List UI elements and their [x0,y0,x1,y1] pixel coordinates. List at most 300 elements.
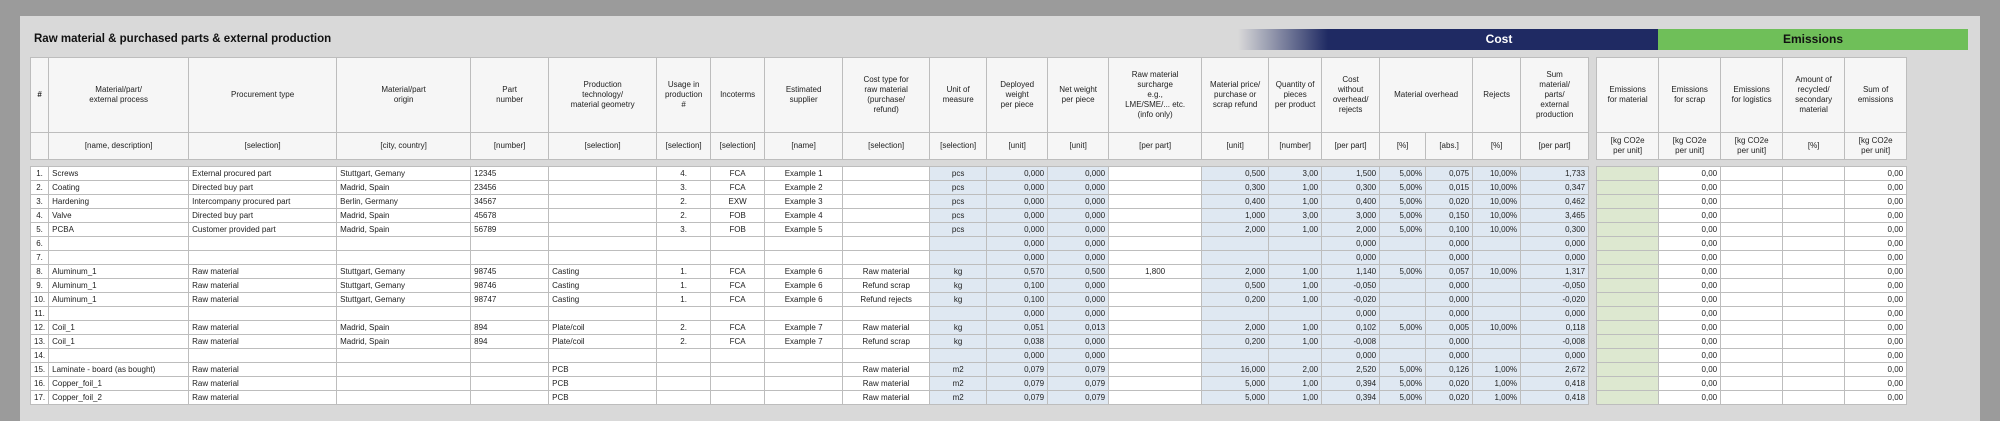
cell[interactable]: Directed buy part [189,209,337,223]
cell[interactable]: Madrid, Spain [337,321,471,335]
cell[interactable]: 2. [657,321,711,335]
cell[interactable]: Raw material [843,321,930,335]
cell[interactable]: Raw material [843,377,930,391]
cell[interactable]: 0,100 [1426,223,1473,237]
cell[interactable] [189,349,337,363]
header-col-6[interactable]: Usage in production # [657,58,711,133]
cell[interactable]: Screws [49,167,189,181]
header-col-18[interactable]: Rejects [1473,58,1521,133]
cell[interactable]: 0,00 [1659,181,1721,195]
cell[interactable] [657,251,711,265]
cell[interactable] [471,307,549,321]
cell[interactable]: 5,00% [1380,181,1426,195]
cell[interactable]: 0,000 [1426,237,1473,251]
cell[interactable]: Example 4 [765,209,843,223]
cell[interactable]: 1,00 [1269,335,1322,349]
cell[interactable] [1721,377,1783,391]
cell[interactable]: 0,000 [1048,209,1109,223]
cell[interactable]: 1,000 [1202,209,1269,223]
cell[interactable]: 0,000 [1048,335,1109,349]
cell[interactable] [1269,307,1322,321]
cell[interactable] [1783,195,1845,209]
cell[interactable] [843,251,930,265]
cell[interactable]: 5,000 [1202,391,1269,405]
cell[interactable] [1109,293,1202,307]
cell[interactable]: 0,00 [1659,363,1721,377]
cell[interactable]: Plate/coil [549,335,657,349]
cell[interactable]: 10,00% [1473,223,1521,237]
cell[interactable] [1380,349,1426,363]
cell[interactable] [711,237,765,251]
row-number[interactable]: 10. [31,293,49,307]
cell[interactable]: PCBA [49,223,189,237]
header-col-10[interactable]: Unit of measure [930,58,987,133]
cell[interactable] [765,251,843,265]
cell[interactable] [1783,363,1845,377]
cell[interactable]: 0,000 [987,307,1048,321]
cell[interactable]: 0,000 [1048,349,1109,363]
cell[interactable] [1783,223,1845,237]
cell[interactable] [843,181,930,195]
row-number[interactable]: 14. [31,349,49,363]
cell[interactable] [843,237,930,251]
cell[interactable]: 2,000 [1202,265,1269,279]
cell[interactable] [549,307,657,321]
cell[interactable]: kg [930,279,987,293]
cell[interactable]: 1,500 [1322,167,1380,181]
cell[interactable] [1109,279,1202,293]
cell[interactable]: 0,00 [1659,251,1721,265]
cell[interactable]: FCA [711,321,765,335]
cell[interactable]: 0,150 [1426,209,1473,223]
cell[interactable]: 2,000 [1202,223,1269,237]
header-col-24[interactable]: Sum of emissions [1845,58,1907,133]
cell[interactable]: 0,000 [1322,237,1380,251]
cell[interactable]: Raw material [189,293,337,307]
header-col-22[interactable]: Emissions for logistics [1721,58,1783,133]
cell[interactable]: 1,00% [1473,391,1521,405]
cell[interactable]: 1,317 [1521,265,1589,279]
cell[interactable] [843,195,930,209]
row-number[interactable]: 16. [31,377,49,391]
cell[interactable]: 0,200 [1202,335,1269,349]
cell[interactable]: Hardening [49,195,189,209]
cell[interactable]: 0,126 [1426,363,1473,377]
cell[interactable]: 1,140 [1322,265,1380,279]
cell[interactable]: pcs [930,181,987,195]
cell[interactable]: 0,000 [1048,167,1109,181]
cell[interactable]: 1. [657,265,711,279]
cell[interactable] [1597,293,1659,307]
cell[interactable] [1597,377,1659,391]
cell[interactable]: 0,000 [1521,307,1589,321]
cell[interactable]: 3,00 [1269,209,1322,223]
header-material-overhead[interactable]: Material overhead [1380,58,1473,133]
cell[interactable]: 0,000 [1048,195,1109,209]
cell[interactable]: 0,000 [1048,251,1109,265]
cell[interactable]: 0,00 [1845,363,1907,377]
cell[interactable]: 1,00% [1473,377,1521,391]
cell[interactable] [549,195,657,209]
cell[interactable] [549,181,657,195]
cell[interactable]: 56789 [471,223,549,237]
cell[interactable]: Coil_1 [49,321,189,335]
cell[interactable] [1597,391,1659,405]
header-col-5[interactable]: Production technology/ material geometry [549,58,657,133]
cell[interactable]: 0,300 [1202,181,1269,195]
cell[interactable] [1597,279,1659,293]
row-number[interactable]: 4. [31,209,49,223]
cell[interactable]: Refund scrap [843,279,930,293]
cell[interactable]: 2,000 [1202,321,1269,335]
cell[interactable] [1473,279,1521,293]
cell[interactable] [337,391,471,405]
cell[interactable]: 1,00 [1269,181,1322,195]
header-col-7[interactable]: Incoterms [711,58,765,133]
cell[interactable]: 0,102 [1322,321,1380,335]
cell[interactable]: 1,733 [1521,167,1589,181]
cell[interactable]: 1. [657,279,711,293]
cell[interactable] [1783,321,1845,335]
cell[interactable]: 10,00% [1473,209,1521,223]
row-number[interactable]: 13. [31,335,49,349]
cell[interactable]: 5,00% [1380,265,1426,279]
cell[interactable] [930,251,987,265]
cell[interactable]: 0,00 [1659,377,1721,391]
cell[interactable]: Example 6 [765,265,843,279]
cell[interactable]: 0,000 [987,237,1048,251]
cell[interactable] [1597,363,1659,377]
cell[interactable] [1109,167,1202,181]
cell[interactable] [1109,377,1202,391]
cell[interactable]: Example 6 [765,293,843,307]
cell[interactable]: pcs [930,209,987,223]
cell[interactable]: 0,118 [1521,321,1589,335]
cell[interactable]: 0,000 [1426,251,1473,265]
cell[interactable]: 0,00 [1659,349,1721,363]
cell[interactable] [49,251,189,265]
cell[interactable] [1597,237,1659,251]
cell[interactable]: 0,000 [1048,279,1109,293]
cell[interactable]: 0,000 [987,181,1048,195]
cell[interactable]: 0,079 [987,363,1048,377]
cell[interactable] [1783,377,1845,391]
cell[interactable]: 0,347 [1521,181,1589,195]
cell[interactable]: Raw material [189,279,337,293]
cell[interactable]: 1,00 [1269,195,1322,209]
cell[interactable] [549,251,657,265]
header-col-9[interactable]: Cost type for raw material (purchase/ refund) [843,58,930,133]
header-col-15[interactable]: Quantity of pieces per product [1269,58,1322,133]
cell[interactable] [1783,251,1845,265]
cell[interactable] [1783,209,1845,223]
cell[interactable] [1109,251,1202,265]
cell[interactable]: 0,079 [987,377,1048,391]
cell[interactable]: 1,00 [1269,265,1322,279]
cell[interactable]: 0,462 [1521,195,1589,209]
row-number[interactable]: 2. [31,181,49,195]
cell[interactable] [843,223,930,237]
cell[interactable]: Copper_foil_2 [49,391,189,405]
cell[interactable]: 0,051 [987,321,1048,335]
cell[interactable]: Example 6 [765,279,843,293]
header-col-19[interactable]: Sum material/ parts/ external production [1521,58,1589,133]
cell[interactable] [1597,167,1659,181]
cell[interactable] [549,223,657,237]
cell[interactable]: 2,00 [1269,363,1322,377]
cell[interactable]: 0,00 [1845,293,1907,307]
cell[interactable]: 0,418 [1521,391,1589,405]
row-number[interactable]: 15. [31,363,49,377]
cell[interactable] [471,377,549,391]
cell[interactable]: Madrid, Spain [337,181,471,195]
cell[interactable]: 0,00 [1659,391,1721,405]
cell[interactable]: 0,000 [1048,181,1109,195]
cell[interactable]: 0,000 [1322,307,1380,321]
cell[interactable]: 0,000 [1426,293,1473,307]
cell[interactable]: 5,00% [1380,391,1426,405]
cell[interactable]: 0,00 [1659,321,1721,335]
cell[interactable]: Raw material [189,377,337,391]
cell[interactable] [1109,223,1202,237]
cell[interactable]: Example 2 [765,181,843,195]
cell[interactable]: 0,020 [1426,377,1473,391]
cell[interactable]: 0,00 [1659,293,1721,307]
header-col-23[interactable]: Amount of recycled/ secondary material [1783,58,1845,133]
cell[interactable] [711,363,765,377]
cell[interactable]: m2 [930,377,987,391]
cell[interactable]: 0,00 [1845,265,1907,279]
cell[interactable]: 0,00 [1845,279,1907,293]
cell[interactable]: 1,00 [1269,321,1322,335]
cell[interactable] [765,363,843,377]
cell[interactable]: 0,00 [1845,195,1907,209]
cell[interactable]: 0,000 [987,209,1048,223]
cell[interactable]: 0,400 [1202,195,1269,209]
cell[interactable] [1597,195,1659,209]
cell[interactable] [657,307,711,321]
cell[interactable] [1783,181,1845,195]
cell[interactable]: FCA [711,265,765,279]
cell[interactable]: FCA [711,167,765,181]
cell[interactable]: kg [930,293,987,307]
cell[interactable] [657,363,711,377]
cell[interactable]: 0,000 [1426,279,1473,293]
cell[interactable]: Example 5 [765,223,843,237]
cell[interactable]: Example 7 [765,335,843,349]
cell[interactable]: 0,000 [1048,293,1109,307]
cell[interactable]: 0,020 [1426,195,1473,209]
cell[interactable]: Example 7 [765,321,843,335]
cell[interactable] [1721,391,1783,405]
cell[interactable]: 0,000 [987,223,1048,237]
cell[interactable]: EXW [711,195,765,209]
cell[interactable]: Refund scrap [843,335,930,349]
cell[interactable]: -0,020 [1322,293,1380,307]
cell[interactable] [1783,335,1845,349]
cell[interactable] [337,307,471,321]
cell[interactable]: kg [930,335,987,349]
cell[interactable]: 0,079 [1048,377,1109,391]
cell[interactable]: External procured part [189,167,337,181]
cell[interactable]: 3,465 [1521,209,1589,223]
cell[interactable] [1783,167,1845,181]
cell[interactable] [657,349,711,363]
cell[interactable] [337,363,471,377]
cell[interactable] [1109,349,1202,363]
cell[interactable]: Raw material [189,321,337,335]
header-col-13[interactable]: Raw material surcharge e.g., LME/SME/... etc. (info only) [1109,58,1202,133]
cell[interactable] [1597,307,1659,321]
cell[interactable]: 0,100 [987,293,1048,307]
cell[interactable]: 3. [657,223,711,237]
cell[interactable]: 0,00 [1659,195,1721,209]
cell[interactable]: 0,000 [1426,349,1473,363]
cell[interactable] [337,349,471,363]
row-number[interactable]: 7. [31,251,49,265]
cell[interactable]: Berlin, Germany [337,195,471,209]
cell[interactable]: 0,500 [1202,279,1269,293]
cell[interactable]: 0,00 [1659,223,1721,237]
cell[interactable] [1380,237,1426,251]
cell[interactable] [49,307,189,321]
cell[interactable] [765,237,843,251]
cell[interactable] [1783,391,1845,405]
cell[interactable] [1721,293,1783,307]
cell[interactable] [1597,321,1659,335]
cell[interactable]: 0,038 [987,335,1048,349]
cell[interactable]: 0,013 [1048,321,1109,335]
cell[interactable]: Customer provided part [189,223,337,237]
cell[interactable]: 0,020 [1426,391,1473,405]
row-number[interactable]: 17. [31,391,49,405]
cell[interactable]: FCA [711,181,765,195]
row-number[interactable]: 3. [31,195,49,209]
cell[interactable]: 0,000 [987,167,1048,181]
cell[interactable]: 0,015 [1426,181,1473,195]
cell[interactable]: 10,00% [1473,181,1521,195]
cell[interactable]: Madrid, Spain [337,209,471,223]
cell[interactable]: Stuttgart, Gemany [337,293,471,307]
cell[interactable]: 10,00% [1473,195,1521,209]
cell[interactable] [1473,293,1521,307]
cell[interactable] [49,349,189,363]
cell[interactable]: 0,000 [987,251,1048,265]
cell[interactable] [1783,237,1845,251]
cell[interactable] [1597,181,1659,195]
cell[interactable] [1380,293,1426,307]
cell[interactable]: 0,300 [1322,181,1380,195]
cell[interactable]: m2 [930,363,987,377]
cell[interactable] [711,307,765,321]
cell[interactable]: 0,00 [1845,223,1907,237]
header-col-3[interactable]: Material/part origin [337,58,471,133]
cell[interactable]: pcs [930,195,987,209]
cell[interactable]: 2,000 [1322,223,1380,237]
cell[interactable]: 1,00 [1269,279,1322,293]
cell[interactable]: 5,00% [1380,195,1426,209]
cell[interactable]: 0,000 [1521,237,1589,251]
cell[interactable]: 0,00 [1659,237,1721,251]
cell[interactable]: PCB [549,363,657,377]
cell[interactable] [1269,237,1322,251]
cell[interactable]: Casting [549,265,657,279]
cell[interactable] [1109,209,1202,223]
cell[interactable]: 2. [657,195,711,209]
cell[interactable]: 23456 [471,181,549,195]
header-col-8[interactable]: Estimated supplier [765,58,843,133]
cell[interactable]: Madrid, Spain [337,335,471,349]
cell[interactable]: 0,00 [1659,209,1721,223]
cell[interactable]: 3,00 [1269,167,1322,181]
cell[interactable]: 0,079 [1048,391,1109,405]
row-number[interactable]: 8. [31,265,49,279]
cell[interactable]: 98747 [471,293,549,307]
cell[interactable] [1473,349,1521,363]
cell[interactable]: pcs [930,223,987,237]
cell[interactable] [1721,167,1783,181]
cell[interactable]: 0,00 [1845,335,1907,349]
cell[interactable]: PCB [549,391,657,405]
cell[interactable]: m2 [930,391,987,405]
cell[interactable]: Raw material [843,265,930,279]
cell[interactable]: 34567 [471,195,549,209]
cell[interactable] [657,377,711,391]
cell[interactable]: 2. [657,335,711,349]
cell[interactable]: 0,570 [987,265,1048,279]
cell[interactable]: 0,00 [1845,391,1907,405]
cell[interactable]: Raw material [843,363,930,377]
cell[interactable] [711,349,765,363]
cell[interactable] [765,377,843,391]
cell[interactable]: Raw material [189,363,337,377]
header-col-12[interactable]: Net weight per piece [1048,58,1109,133]
cell[interactable] [549,349,657,363]
cell[interactable]: Aluminum_1 [49,293,189,307]
cell[interactable]: 10,00% [1473,265,1521,279]
cell[interactable]: 0,300 [1521,223,1589,237]
cell[interactable]: 0,00 [1659,265,1721,279]
cell[interactable]: 0,079 [1048,363,1109,377]
cell[interactable] [657,391,711,405]
cell[interactable] [1721,223,1783,237]
header-col-4[interactable]: Part number [471,58,549,133]
cell[interactable]: 1,00 [1269,223,1322,237]
cell[interactable] [1380,251,1426,265]
cell[interactable]: 0,000 [1426,307,1473,321]
cell[interactable] [1202,237,1269,251]
cell[interactable] [1721,209,1783,223]
cell[interactable] [1269,251,1322,265]
cell[interactable]: 0,00 [1659,279,1721,293]
cell[interactable]: 0,500 [1048,265,1109,279]
cell[interactable]: 0,00 [1845,181,1907,195]
cell[interactable] [337,377,471,391]
cell[interactable] [471,349,549,363]
cell[interactable] [1721,181,1783,195]
cell[interactable] [1380,307,1426,321]
cell[interactable] [1597,265,1659,279]
cell[interactable]: 894 [471,335,549,349]
cell[interactable] [843,307,930,321]
cell[interactable] [189,237,337,251]
cell[interactable] [1721,307,1783,321]
cell[interactable] [843,349,930,363]
header-col-20[interactable]: Emissions for material [1597,58,1659,133]
cell[interactable]: 10,00% [1473,167,1521,181]
cell[interactable]: Laminate - board (as bought) [49,363,189,377]
cell[interactable]: 0,00 [1659,307,1721,321]
